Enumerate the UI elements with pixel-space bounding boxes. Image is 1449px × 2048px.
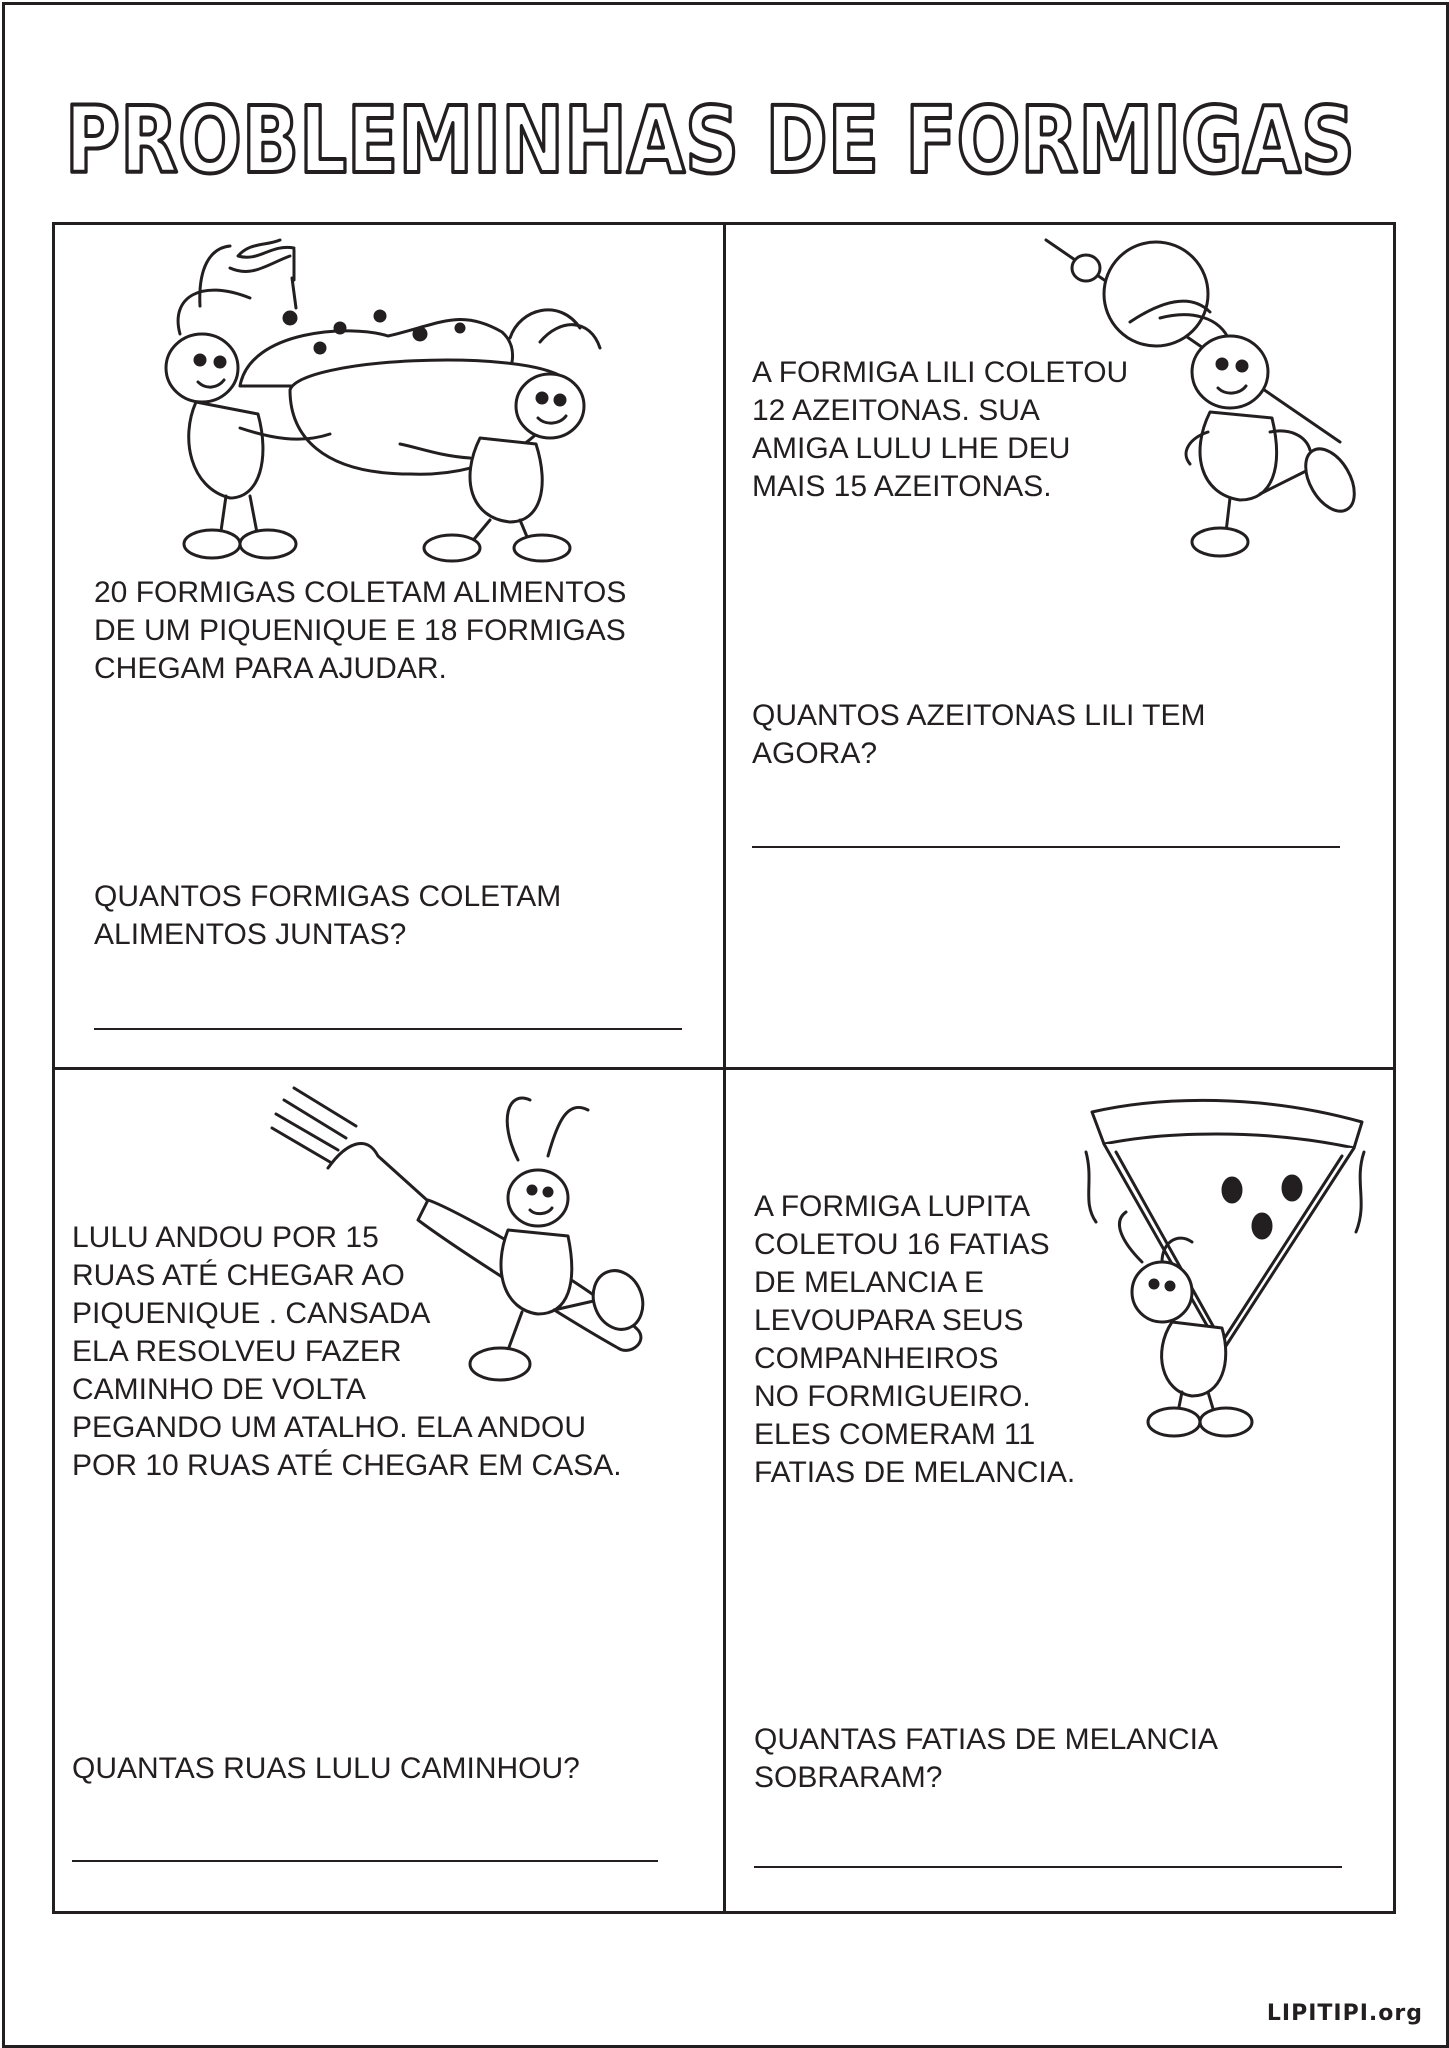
footer-brand: LIPITIPI.org [1266, 2001, 1423, 2026]
problem-1-story: 20 FORMIGAS COLETAM ALIMENTOS DE UM PIQUENIQUE E 18 FORMIGAS CHEGAM PARA AJUDAR. [94, 576, 627, 685]
problem-3-answer-line[interactable] [72, 1860, 658, 1862]
ant-holding-watermelon-slice-icon [1082, 1092, 1372, 1444]
problem-2-answer-line[interactable] [752, 846, 1340, 848]
problem-4-question: QUANTAS FATIAS DE MELANCIA SOBRARAM? [754, 1723, 1218, 1794]
problem-3-story: LULU ANDOU POR 15 RUAS ATÉ CHEGAR AO PIQUENIQUE . CANSADA ELA RESOLVEU FAZER CAMINHO DE VOLTA PEGANDO UM ATALHO. ELA ANDOU POR 10 RUAS ATÉ CHEGAR EM CASA. [72, 1221, 622, 1482]
problem-2-story: A FORMIGA LILI COLETOU 12 AZEITONAS. SUA AMIGA LULU LHE DEU MAIS 15 AZEITONAS. [752, 356, 1129, 503]
problem-4-answer-line[interactable] [754, 1866, 1342, 1868]
problem-2-question: QUANTOS AZEITONAS LILI TEM AGORA? [752, 699, 1206, 770]
page-title [60, 84, 1360, 194]
problem-4-story: A FORMIGA LUPITA COLETOU 16 FATIAS DE MELANCIA E LEVOUPARA SEUS COMPANHEIROS NO FORMIGUEIRO. ELES COMERAM 11 FATIAS DE MELANCIA. [754, 1190, 1076, 1489]
problem-1-answer-line[interactable] [94, 1028, 682, 1030]
problem-1-question: QUANTOS FORMIGAS COLETAM ALIMENTOS JUNTAS? [94, 880, 562, 951]
page-title-text: PROBLEMINHAS DE FORMIGAS [65, 87, 1355, 194]
ants-carrying-picnic-bowl-icon [140, 238, 610, 566]
problem-3-question: QUANTAS RUAS LULU CAMINHOU? [72, 1752, 580, 1785]
grid-divider-horizontal [52, 1067, 1396, 1070]
